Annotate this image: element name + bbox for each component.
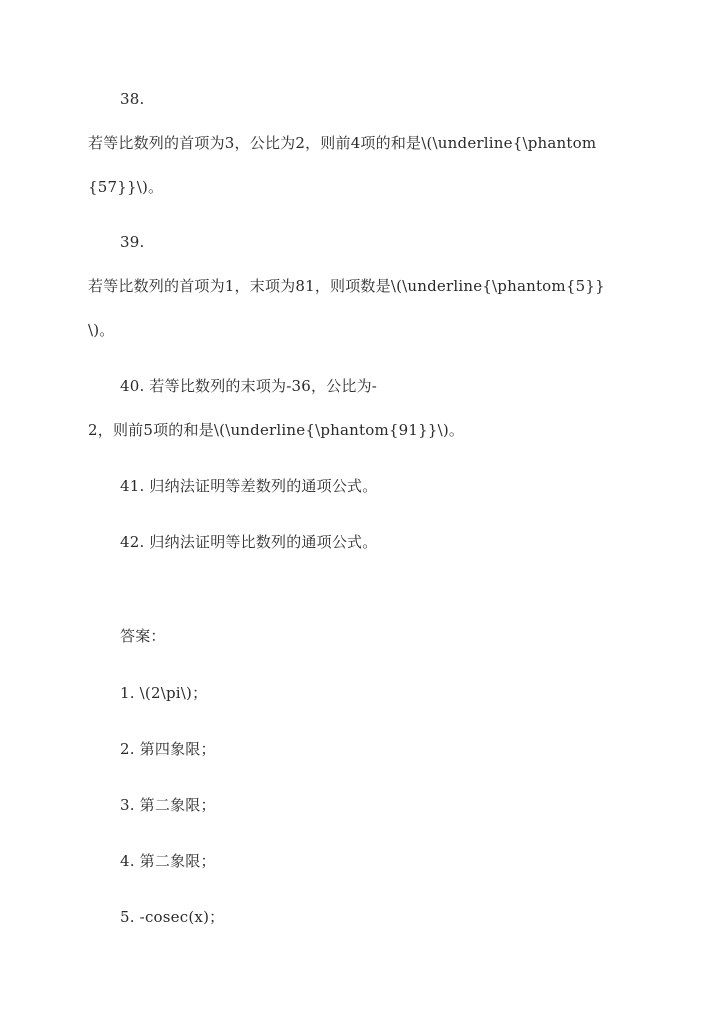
question-39-text-line1: 若等比数列的首项为1，末项为81，则项数是\(\underline{\phantom{5}} (88, 277, 605, 295)
answer-item-4: 4. 第二象限； (120, 852, 216, 870)
answer-item-1: 1. \(2\pi\)； (120, 684, 208, 702)
question-39-text-line2: \)。 (88, 321, 115, 339)
question-38-text-line1: 若等比数列的首项为3，公比为2，则前4项的和是\(\underline{\phantom (88, 134, 597, 152)
answer-item-2: 2. 第四象限； (120, 740, 216, 758)
question-38-text-line2: {57}}\)。 (88, 178, 164, 196)
question-38-number: 38. (120, 90, 145, 108)
answer-item-5: 5. -cosec(x)； (120, 908, 225, 926)
question-40-text-line2: 2，则前5项的和是\(\underline{\phantom{91}}\)。 (88, 421, 465, 439)
question-39-number: 39. (120, 233, 145, 251)
question-41-text: 41. 归纳法证明等差数列的通项公式。 (120, 477, 378, 495)
answers-heading: 答案： (120, 627, 166, 645)
question-42-text: 42. 归纳法证明等比数列的通项公式。 (120, 533, 378, 551)
question-40-text-line1: 40. 若等比数列的末项为-36，公比为- (120, 377, 378, 395)
answer-item-3: 3. 第二象限； (120, 796, 216, 814)
